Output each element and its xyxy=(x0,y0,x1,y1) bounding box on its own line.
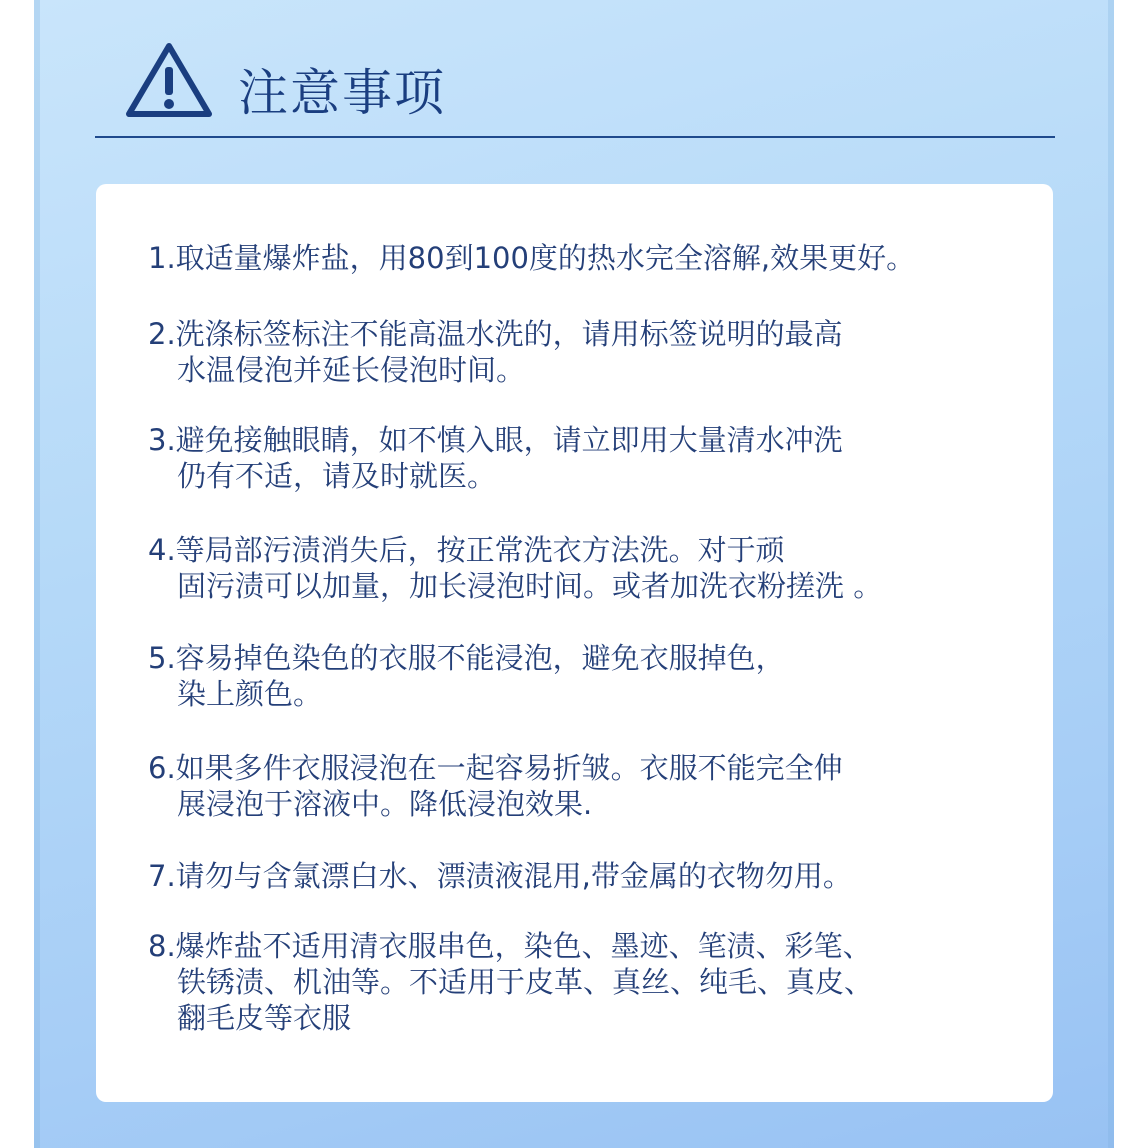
note-item-6 xyxy=(148,750,1028,822)
page-title: 注意事项 xyxy=(238,64,446,122)
note-item-8 xyxy=(148,928,1028,1036)
note-item-4 xyxy=(148,532,1028,604)
note-8-line-2: 铁锈渍、机油等。不适用于皮革、真丝、纯毛、真皮、 xyxy=(177,965,874,999)
warning-icon xyxy=(124,40,214,120)
note-3-line-2: 仍有不适，请及时就医。 xyxy=(177,459,497,493)
note-6-line-1: 6.如果多件衣服浸泡在一起容易折皱。衣服不能完全伸 xyxy=(148,751,843,785)
note-8-line-1: 8.爆炸盐不适用清衣服串色，染色、墨迹、笔渍、彩笔、 xyxy=(148,929,872,963)
note-3-line-1: 3.避免接触眼睛，如不慎入眼，请立即用大量清水冲洗 xyxy=(148,423,843,457)
note-item-7 xyxy=(148,858,1028,894)
note-item-2 xyxy=(148,316,1028,388)
left-edge-shade xyxy=(34,0,40,1148)
note-2-line-2: 水温侵泡并延长侵泡时间。 xyxy=(177,353,526,387)
note-6-line-2: 展浸泡于溶液中。降低浸泡效果. xyxy=(177,787,593,821)
note-5-line-1: 5.容易掉色染色的衣服不能浸泡，避免衣服掉色， xyxy=(148,641,785,675)
note-8-line-3: 翻毛皮等衣服 xyxy=(177,1001,352,1035)
note-item-5 xyxy=(148,640,1028,712)
note-item-3 xyxy=(148,422,1028,494)
note-2-line-1: 2.洗涤标签标注不能高温水洗的，请用标签说明的最高 xyxy=(148,317,843,351)
note-4-line-1: 4.等局部污渍消失后，按正常洗衣方法洗。对于顽 xyxy=(148,533,785,567)
note-4-line-2: 固污渍可以加量，加长浸泡时间。或者加洗衣粉搓洗 。 xyxy=(177,569,883,603)
note-item-1 xyxy=(148,240,1028,276)
note-7-line-1: 7.请勿与含氯漂白水、漂渍液混用,带金属的衣物勿用。 xyxy=(148,859,852,893)
note-5-line-2: 染上颜色。 xyxy=(177,677,323,711)
title-divider xyxy=(95,136,1055,138)
right-edge-shade xyxy=(1108,0,1114,1148)
note-1-line-1: 1.取适量爆炸盐，用80到100度的热水完全溶解,效果更好。 xyxy=(148,241,916,275)
